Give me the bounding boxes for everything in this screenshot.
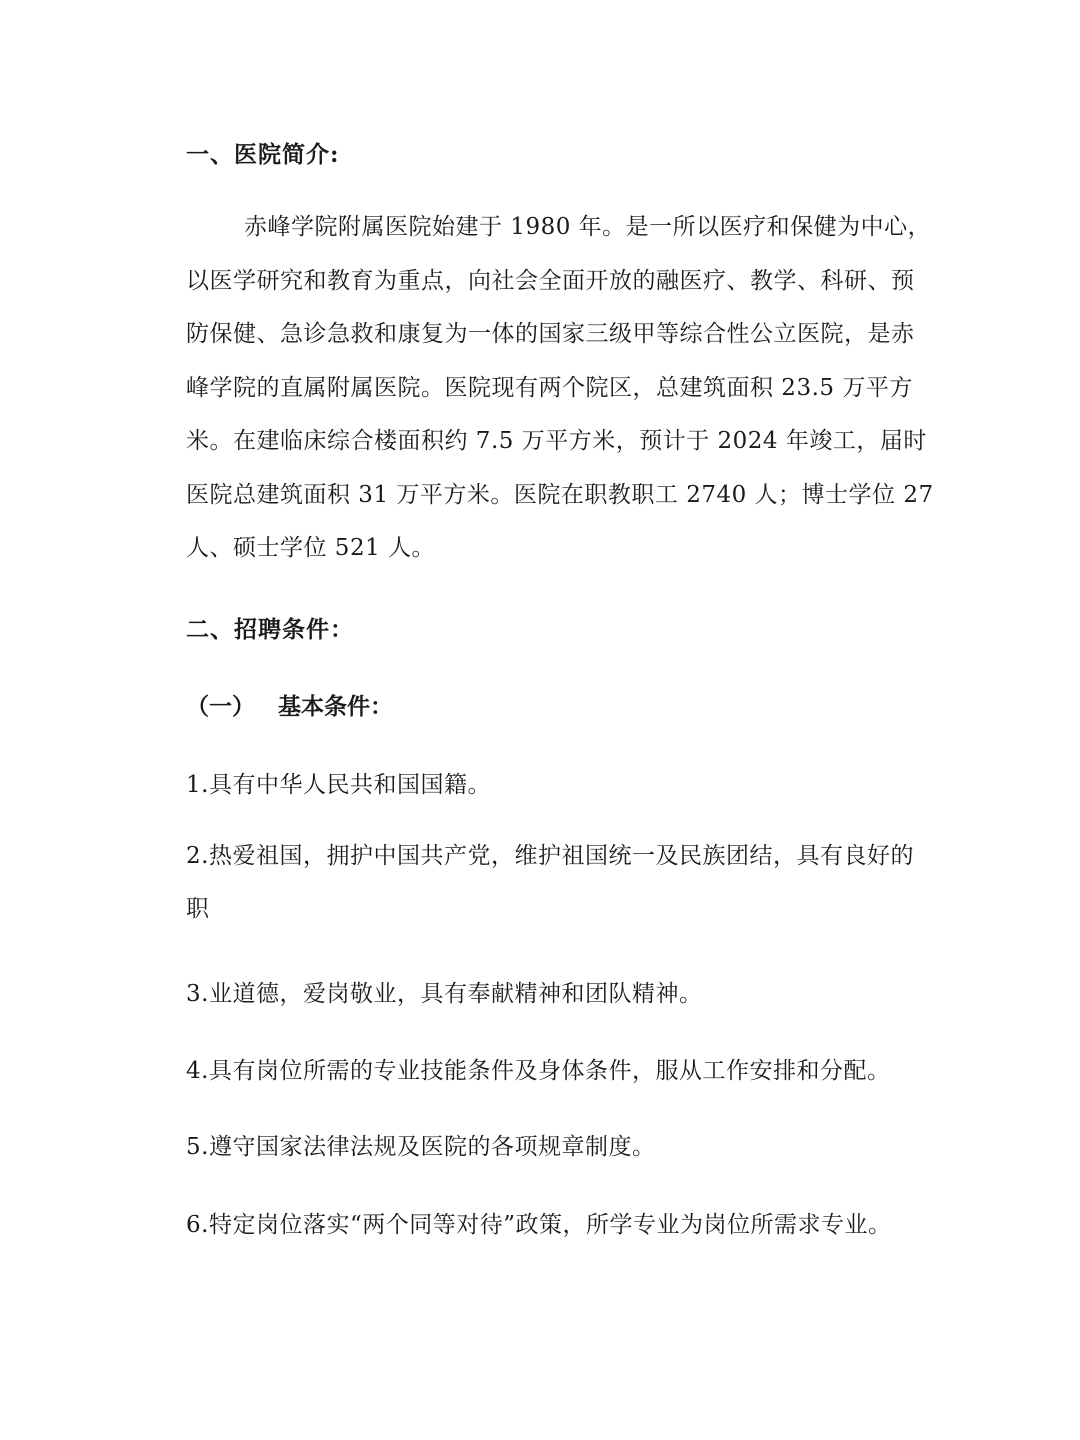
sub-heading-title: 基本条件： (278, 693, 393, 720)
hospital-intro-paragraph (186, 201, 934, 576)
requirement-item (186, 830, 914, 936)
sub-heading-number: （一） (186, 693, 255, 720)
paragraph-line: 防保健、急诊急救和康复为一体的国家三级甲等综合性公立医院，是赤 (186, 321, 915, 347)
sub-heading-basic-requirements (186, 688, 393, 721)
paragraph-line: 峰学院的直属附属医院。医院现有两个院区，总建筑面积 23.5 万平方 (186, 374, 913, 401)
section-heading-requirements: 二、招聘条件： (186, 616, 354, 643)
requirement-line: 2.热爱祖国，拥护中国共产党，维护祖国统一及民族团结，具有良好的 (186, 843, 914, 869)
paragraph-line: 人、硕士学位 521 人。 (186, 535, 436, 561)
requirement-item: 5.遵守国家法律法规及医院的各项规章制度。 (186, 1134, 656, 1160)
requirement-item: 6.特定岗位落实“两个同等对待”政策，所学专业为岗位所需求专业。 (186, 1212, 892, 1238)
requirement-line: 职 (186, 896, 210, 922)
requirement-item: 4.具有岗位所需的专业技能条件及身体条件，服从工作安排和分配。 (186, 1058, 891, 1084)
section-heading-hospital-intro: 一、医院简介: (186, 141, 340, 168)
paragraph-line: 以医学研究和教育为重点，向社会全面开放的融医疗、教学、科研、预 (186, 267, 915, 294)
paragraph-line: 医院总建筑面积 31 万平方米。医院在职教职工 2740 人；博士学位 27 (186, 481, 934, 508)
paragraph-line: 赤峰学院附属医院始建于 1980 年。是一所以医疗和保健为中心， (244, 214, 932, 240)
requirement-item: 1.具有中华人民共和国国籍。 (186, 772, 491, 798)
requirement-item: 3.业道德，爱岗敬业，具有奉献精神和团队精神。 (186, 981, 703, 1007)
paragraph-line: 米。在建临床综合楼面积约 7.5 万平方米，预计于 2024 年竣工，届时 (186, 428, 927, 454)
